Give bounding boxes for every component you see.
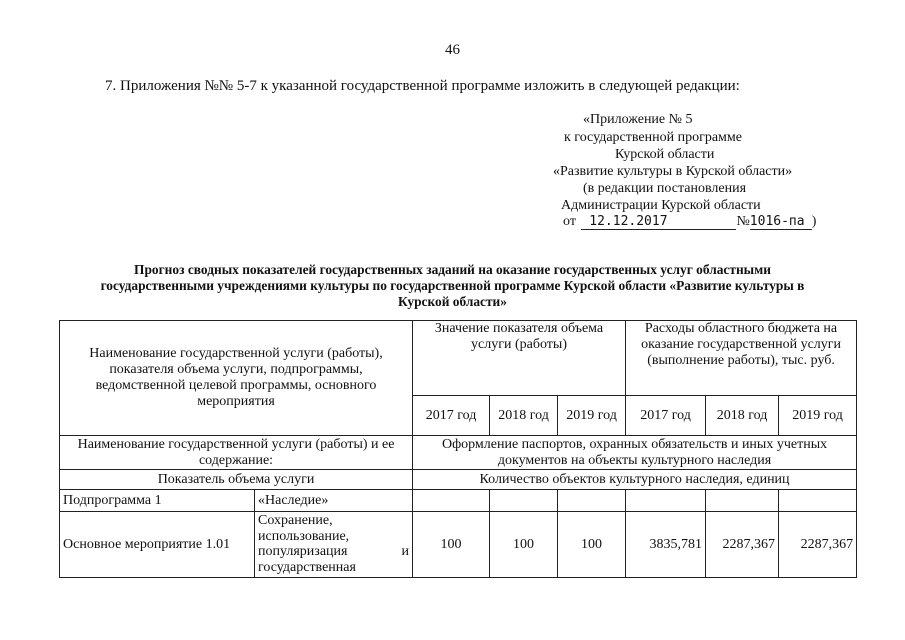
year-volume-2018: 2018 год	[490, 396, 558, 436]
activity-desc-line: и	[401, 544, 410, 559]
year-expenses-2019: 2019 год	[779, 396, 857, 436]
title-line-3: Курской области»	[398, 294, 507, 309]
year-volume-2017: 2017 год	[413, 396, 490, 436]
value-expenses-2017: 3835,781	[626, 512, 706, 578]
activity-label: Основное мероприятие 1.01	[60, 512, 255, 578]
activity-description	[255, 512, 413, 578]
title-line-1: Прогноз сводных показателей государственных заданий на оказание государственных услуг областными	[134, 262, 771, 277]
annex-line-4: «Развитие культуры в Курской области»	[553, 164, 793, 179]
indicators-table	[59, 320, 857, 578]
empty-cell	[413, 490, 490, 512]
value-volume-2018: 100	[490, 512, 558, 578]
activity-desc-line: популяризация	[258, 544, 348, 559]
service-name-value: Оформление паспортов, охранных обязательств и иных учетных документов на объекты культурного наследия	[413, 436, 857, 470]
annex-line-2: к государственной программе	[564, 130, 742, 145]
header-name-cell: Наименование государственной услуги (работы), показателя объема услуги, подпрограммы, ведомственной целевой программы, основного мероприятия	[60, 321, 413, 436]
annex-signature-line	[563, 214, 816, 230]
service-name-label: Наименование государственной услуги (работы) и ее содержание:	[60, 436, 413, 470]
annex-line-6: Администрации Курской области	[561, 198, 761, 213]
annex-line-3: Курской области	[615, 147, 715, 162]
activity-desc-row	[258, 544, 409, 560]
value-volume-2017: 100	[413, 512, 490, 578]
annex-line-1: «Приложение № 5	[583, 112, 693, 127]
annex-date: 12.12.2017	[581, 214, 736, 230]
empty-cell	[626, 490, 706, 512]
empty-cell	[558, 490, 626, 512]
empty-cell	[779, 490, 857, 512]
annex-number: 1016-па	[750, 214, 812, 230]
empty-cell	[490, 490, 558, 512]
annex-closing: )	[811, 214, 817, 229]
header-expenses-cell: Расходы областного бюджета на оказание государственной услуги (выполнение работы), тыс. руб.	[626, 321, 857, 396]
value-expenses-2018: 2287,367	[706, 512, 779, 578]
annex-line-5: (в редакции постановления	[583, 181, 747, 196]
annex-number-sign: №	[736, 214, 750, 229]
header-volume-cell: Значение показателя объема услуги (работы)	[413, 321, 626, 396]
subprogram-label: Подпрограмма 1	[60, 490, 255, 512]
title-line-2: государственными учреждениями культуры по государственной программе Курской области «Развитие культуры в	[100, 278, 805, 293]
year-expenses-2018: 2018 год	[706, 396, 779, 436]
activity-desc-line: государственная	[258, 559, 356, 575]
page-number: 46	[445, 42, 460, 58]
subprogram-name: «Наследие»	[255, 490, 413, 512]
indicator-value: Количество объектов культурного наследия, единиц	[413, 470, 857, 490]
activity-desc-line: Сохранение,	[258, 513, 333, 528]
value-volume-2019: 100	[558, 512, 626, 578]
instruction-paragraph: 7. Приложения №№ 5-7 к указанной государственной программе изложить в следующей редакции:	[105, 78, 740, 94]
year-expenses-2017: 2017 год	[626, 396, 706, 436]
annex-from-prefix: от	[563, 214, 576, 229]
activity-desc-line: использование,	[258, 528, 350, 544]
indicator-label: Показатель объема услуги	[60, 470, 413, 490]
value-expenses-2019: 2287,367	[779, 512, 857, 578]
year-volume-2019: 2019 год	[558, 396, 626, 436]
empty-cell	[706, 490, 779, 512]
